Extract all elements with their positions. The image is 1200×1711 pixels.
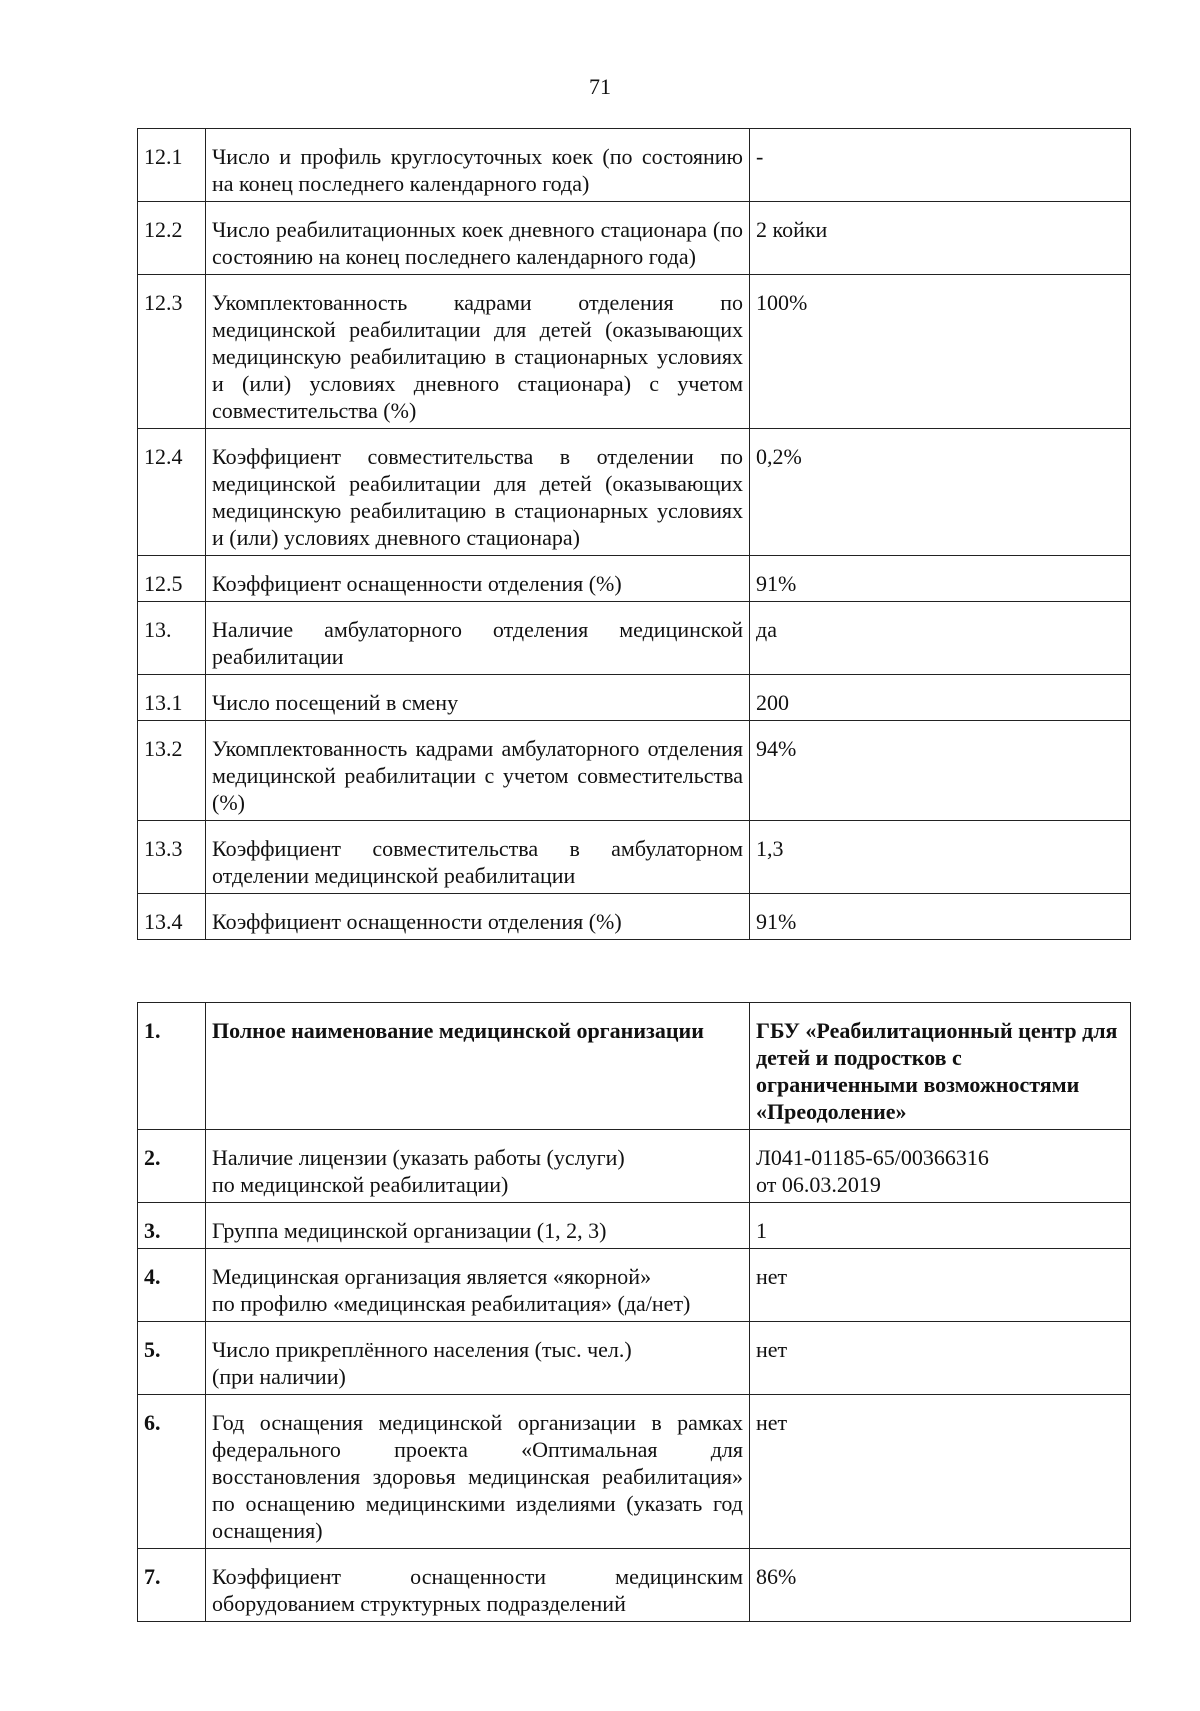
row-value: 1,3 <box>750 821 1131 894</box>
row-value-line: от 06.03.2019 <box>756 1172 881 1197</box>
row-label: Число и профиль круглосуточных коек (по состоянию на конец последнего календарного года) <box>206 129 750 202</box>
row-value: 91% <box>750 556 1131 602</box>
row-value: 1 <box>750 1203 1131 1249</box>
row-label: Год оснащения медицинской организации в рамках федерального проекта «Оптимальная для восстановления здоровья медицинская реабилитация» по оснащению медицинскими изделиями (указать год оснащения) <box>206 1395 750 1549</box>
row-number: 6. <box>138 1395 206 1549</box>
row-value: нет <box>750 1249 1131 1322</box>
row-value: 0,2% <box>750 429 1131 556</box>
table-row <box>138 129 1131 202</box>
row-value: 94% <box>750 721 1131 821</box>
row-number: 7. <box>138 1549 206 1622</box>
row-label <box>206 1130 750 1203</box>
row-value: 100% <box>750 275 1131 429</box>
row-number: 5. <box>138 1322 206 1395</box>
table-row <box>138 1395 1131 1549</box>
table-row <box>138 675 1131 721</box>
table-row <box>138 821 1131 894</box>
row-label-line: Наличие лицензии (указать работы (услуги) <box>212 1145 625 1170</box>
row-number: 13. <box>138 602 206 675</box>
row-number: 12.3 <box>138 275 206 429</box>
row-number: 12.1 <box>138 129 206 202</box>
row-label: Коэффициент совместительства в отделении по медицинской реабилитации для детей (оказывающих медицинскую реабилитацию в стационарных условиях и (или) условиях дневного стационара) <box>206 429 750 556</box>
row-label-line: Число прикреплённого населения (тыс. чел.) <box>212 1337 632 1362</box>
row-label: Коэффициент оснащенности медицинским оборудованием структурных подразделений <box>206 1549 750 1622</box>
row-value <box>750 1130 1131 1203</box>
row-value: - <box>750 129 1131 202</box>
row-label: Коэффициент оснащенности отделения (%) <box>206 894 750 940</box>
row-number: 13.4 <box>138 894 206 940</box>
row-number: 12.4 <box>138 429 206 556</box>
indicators-table <box>137 128 1131 940</box>
row-number: 1. <box>138 1003 206 1130</box>
row-number: 12.2 <box>138 202 206 275</box>
row-number: 2. <box>138 1130 206 1203</box>
table-row <box>138 1249 1131 1322</box>
table-row <box>138 1203 1131 1249</box>
table-row <box>138 1130 1131 1203</box>
row-label: Группа медицинской организации (1, 2, 3) <box>206 1203 750 1249</box>
table-row <box>138 1549 1131 1622</box>
row-label-line: по медицинской реабилитации) <box>212 1172 509 1197</box>
row-value: нет <box>750 1395 1131 1549</box>
row-value: 200 <box>750 675 1131 721</box>
table-row <box>138 894 1131 940</box>
row-number: 13.2 <box>138 721 206 821</box>
row-value: ГБУ «Реабилитационный центр для детей и подростков с ограниченными возможностями «Преодоление» <box>750 1003 1131 1130</box>
row-label-line: Медицинская организация является «якорной» <box>212 1264 652 1289</box>
table-row <box>138 275 1131 429</box>
row-label <box>206 1322 750 1395</box>
row-value: да <box>750 602 1131 675</box>
row-label: Укомплектованность кадрами амбулаторного отделения медицинской реабилитации с учетом совместительства (%) <box>206 721 750 821</box>
table-row <box>138 556 1131 602</box>
page-number: 71 <box>589 74 611 99</box>
row-label <box>206 1249 750 1322</box>
row-value: 2 койки <box>750 202 1131 275</box>
row-label: Число реабилитационных коек дневного стационара (по состоянию на конец последнего календарного года) <box>206 202 750 275</box>
row-value: 86% <box>750 1549 1131 1622</box>
row-label: Наличие амбулаторного отделения медицинской реабилитации <box>206 602 750 675</box>
row-number: 12.5 <box>138 556 206 602</box>
row-number: 13.1 <box>138 675 206 721</box>
row-label: Полное наименование медицинской организации <box>206 1003 750 1130</box>
row-value: нет <box>750 1322 1131 1395</box>
row-number: 13.3 <box>138 821 206 894</box>
row-label: Коэффициент совместительства в амбулаторном отделении медицинской реабилитации <box>206 821 750 894</box>
row-label: Укомплектованность кадрами отделения по медицинской реабилитации для детей (оказывающих медицинскую реабилитацию в стационарных условиях и (или) условиях дневного стационара) с учетом совместительства (%) <box>206 275 750 429</box>
table-row <box>138 1003 1131 1130</box>
row-label-line: (при наличии) <box>212 1364 346 1389</box>
table-row <box>138 429 1131 556</box>
row-value: 91% <box>750 894 1131 940</box>
table-row <box>138 1322 1131 1395</box>
row-number: 3. <box>138 1203 206 1249</box>
table-row <box>138 602 1131 675</box>
row-label: Коэффициент оснащенности отделения (%) <box>206 556 750 602</box>
row-label-line: по профилю «медицинская реабилитация» (да/нет) <box>212 1291 691 1316</box>
row-value-line: Л041-01185-65/00366316 <box>756 1145 989 1170</box>
row-number: 4. <box>138 1249 206 1322</box>
table-row <box>138 721 1131 821</box>
organization-table <box>137 1002 1131 1622</box>
table-row <box>138 202 1131 275</box>
row-label: Число посещений в смену <box>206 675 750 721</box>
